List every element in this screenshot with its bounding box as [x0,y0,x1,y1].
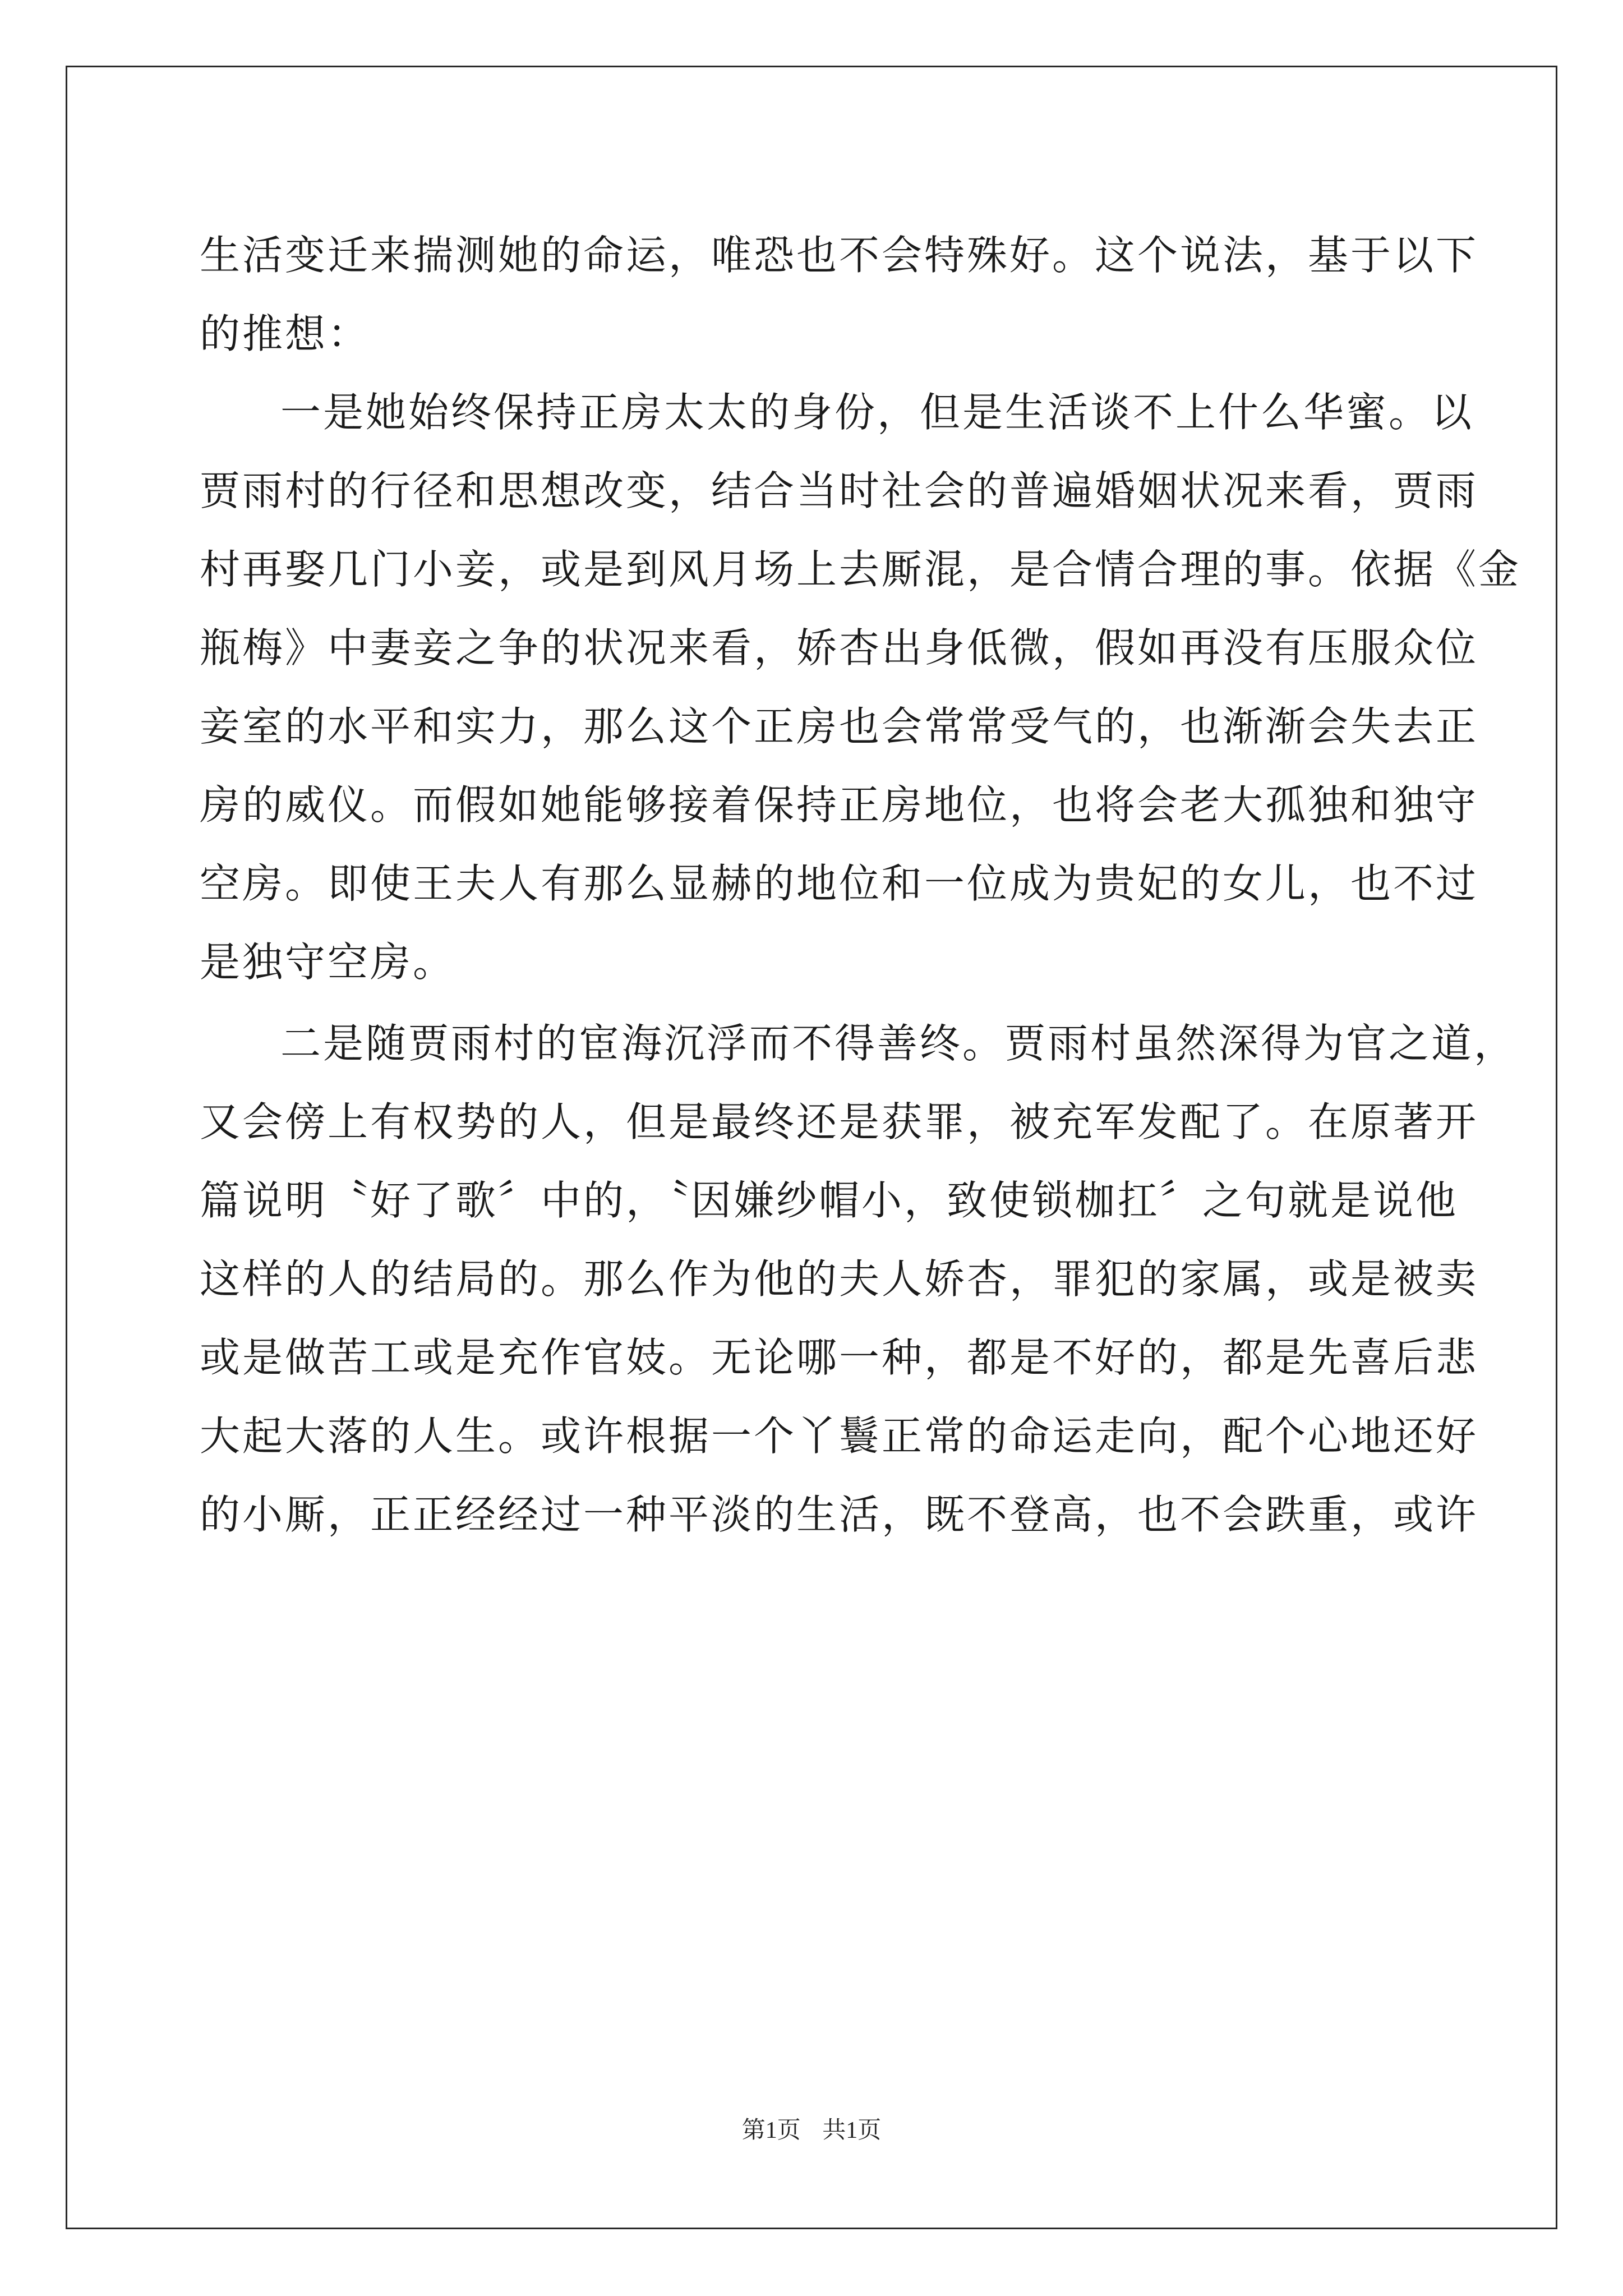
text-line: 或是做苦工或是充作官妓。无论哪一种，都是不好的，都是先喜后悲 [200,1334,1479,1381]
text-line: 房的威仪。而假如她能够接着保持正房地位，也将会老大孤独和独守 [200,781,1479,829]
text-line: 贾雨村的行径和思想改变，结合当时社会的普遍婚姻状况来看，贾雨 [200,467,1479,514]
text-line: 瓶梅》中妻妾之争的状况来看，娇杏出身低微，假如再没有压服众位 [200,624,1479,671]
page-total: 共1页 [822,2118,882,2143]
text-line: 生活变迁来揣测她的命运，唯恐也不会特殊好。这个说法，基于以下 [200,232,1479,279]
text-line: 又会傍上有权势的人，但是最终还是获罪，被充军发配了。在原著开 [200,1098,1479,1145]
text-line: 村再娶几门小妾，或是到风月场上去厮混，是合情合理的事。依据《金 [200,546,1521,593]
paragraph-start-line: 二是随贾雨村的宦海沉浮而不得善终。贾雨村虽然深得为官之道， [280,1020,1517,1067]
text-line: 是独守空房。 [200,938,456,986]
page-number: 第1页 [741,2118,801,2143]
text-line: 篇说明〝好了歌〞中的，〝因嫌纱帽小，致使锁枷扛〞之句就是说他 [200,1177,1459,1224]
text-line: 这样的人的结局的。那么作为他的夫人娇杏，罪犯的家属，或是被卖 [200,1255,1479,1303]
paragraph-start-line: 一是她始终保持正房太太的身份，但是生活谈不上什么华蜜。以 [280,389,1474,436]
text-line: 的小厮，正正经经过一种平淡的生活，既不登高，也不会跌重，或许 [200,1491,1479,1538]
text-line: 大起大落的人生。或许根据一个丫鬟正常的命运走向，配个心地还好 [200,1412,1479,1460]
text-line: 妾室的水平和实力，那么这个正房也会常常受气的，也渐渐会失去正 [200,703,1479,750]
page-footer [0,2111,1623,2145]
text-line: 的推想： [200,310,371,357]
text-line: 空房。即使王夫人有那么显赫的地位和一位成为贵妃的女儿，也不过 [200,860,1479,907]
